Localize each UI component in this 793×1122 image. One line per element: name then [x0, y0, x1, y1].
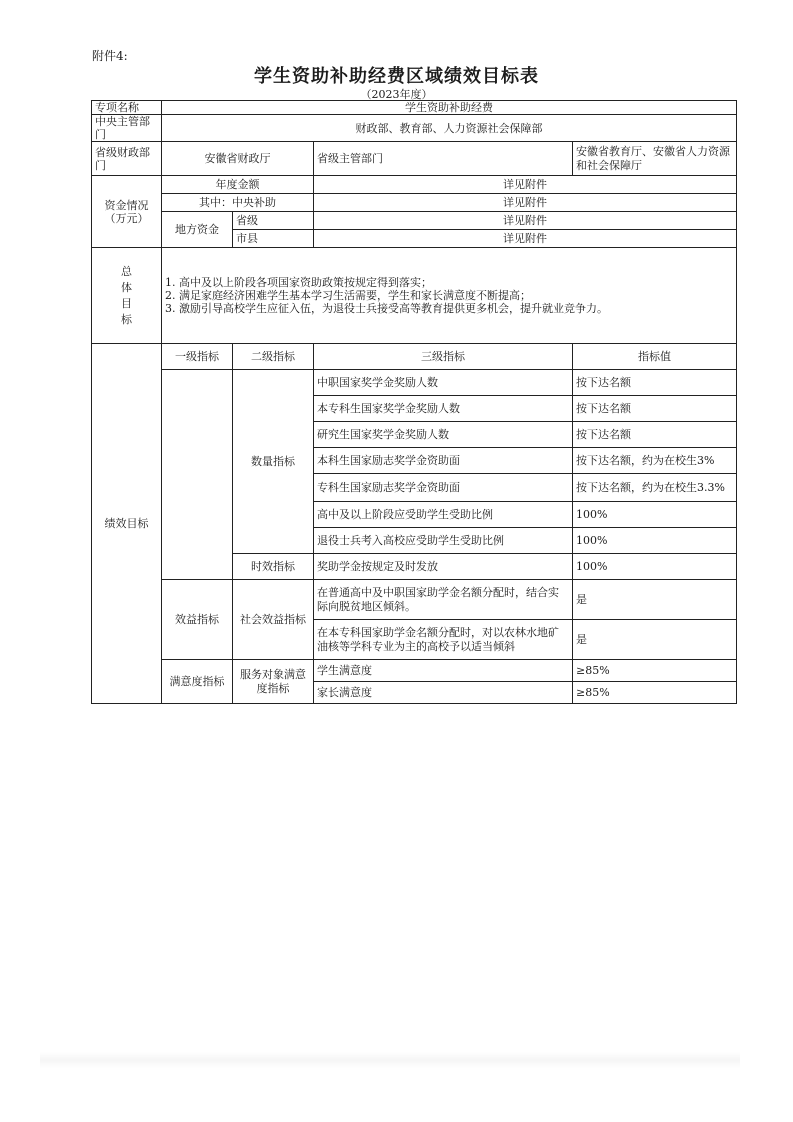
annual-amount-label: 年度金额	[162, 176, 314, 194]
provincial-label: 省级	[233, 212, 314, 230]
prov-dept-value: 安徽省教育厅、安徽省人力资源和社会保障厅	[573, 142, 737, 176]
prov-finance-label: 省级财政部门	[92, 142, 162, 176]
col-header-level1: 一级指标	[162, 344, 233, 370]
indicator-value: 按下达名额，约为在校生3%	[573, 448, 737, 474]
goal-item: 3. 激励引导高校学生应征入伍，为退役士兵接受高等教育提供更多机会，提升就业竞争力。	[165, 302, 608, 315]
indicator-value: 按下达名额	[573, 370, 737, 396]
indicator-value: 按下达名额	[573, 422, 737, 448]
indicator-value: ≥85%	[573, 682, 737, 704]
page-subtitle: （2023年度）	[360, 88, 433, 101]
overall-goal-label	[92, 248, 162, 344]
service-satisfaction-indicator-group: 服务对象满意度指标	[233, 660, 314, 704]
indicator-value: 100%	[573, 554, 737, 580]
annual-amount-value: 详见附件	[314, 176, 737, 194]
indicator-value: 按下达名额	[573, 396, 737, 422]
indicator-cell: 高中及以上阶段应受助学生受助比例	[314, 502, 573, 528]
indicator-cell: 本科生国家励志奖学金资助面	[314, 448, 573, 474]
scan-shadow	[40, 1052, 740, 1068]
local-funds-label: 地方资金	[162, 212, 233, 248]
performance-target-table	[91, 100, 737, 704]
satisfaction-indicator-group: 满意度指标	[162, 660, 233, 704]
performance-label: 绩效目标	[92, 344, 162, 704]
col-header-value: 指标值	[573, 344, 737, 370]
prov-dept-label: 省级主管部门	[314, 142, 573, 176]
social-benefit-indicator-group: 社会效益指标	[233, 580, 314, 660]
central-dept-value: 财政部、教育部、人力资源社会保障部	[162, 115, 737, 142]
central-dept-label: 中央主管部门	[92, 115, 162, 142]
project-label: 专项名称	[92, 101, 162, 115]
funds-label	[92, 176, 162, 248]
indicator-value: 100%	[573, 528, 737, 554]
col-header-level2: 二级指标	[233, 344, 314, 370]
indicator-cell: 专科生国家励志奖学金资助面	[314, 474, 573, 502]
project-value: 学生资助补助经费	[162, 101, 737, 115]
indicator-cell: 家长满意度	[314, 682, 573, 704]
quantity-indicator-group: 数量指标	[233, 370, 314, 554]
indicator-value: 是	[573, 580, 737, 620]
indicator-cell: 退役士兵考入高校应受助学生受助比例	[314, 528, 573, 554]
indicator-cell: 中职国家奖学金奖励人数	[314, 370, 573, 396]
city-value: 详见附件	[314, 230, 737, 248]
indicator-value: 按下达名额，约为在校生3.3%	[573, 474, 737, 502]
overall-goal-char: 总	[121, 264, 132, 278]
page-title: 学生资助补助经费区域绩效目标表	[254, 66, 539, 87]
goal-item: 2. 满足家庭经济困难学生基本学习生活需要，学生和家长满意度不断提高；	[165, 289, 531, 302]
indicator-cell: 本专科生国家奖学金奖励人数	[314, 396, 573, 422]
overall-goal-char: 体	[121, 280, 132, 294]
overall-goal-char: 标	[121, 312, 132, 326]
benefit-indicator-group: 效益指标	[162, 580, 233, 660]
indicator-cell: 学生满意度	[314, 660, 573, 682]
indicator-cell: 奖助学金按规定及时发放	[314, 554, 573, 580]
indicator-value: ≥85%	[573, 660, 737, 682]
goal-item: 1. 高中及以上阶段各项国家资助政策按规定得到落实；	[165, 276, 432, 289]
indicator-cell: 在本专科国家助学金名额分配时，对以农林水地矿油核等学科专业为主的高校予以适当倾斜	[314, 620, 573, 660]
indicator-value: 100%	[573, 502, 737, 528]
central-subsidy-label: 其中：中央补助	[162, 194, 314, 212]
indicator-cell: 在普通高中及中职国家助学金名额分配时，结合实际向脱贫地区倾斜。	[314, 580, 573, 620]
central-subsidy-value: 详见附件	[314, 194, 737, 212]
overall-goal-content	[162, 248, 737, 344]
provincial-value: 详见附件	[314, 212, 737, 230]
city-label: 市县	[233, 230, 314, 248]
funds-label-line1: 资金情况	[104, 198, 149, 212]
indicator-cell: 研究生国家奖学金奖励人数	[314, 422, 573, 448]
attachment-label: 附件4:	[92, 49, 128, 63]
col-header-level3: 三级指标	[314, 344, 573, 370]
indicator-value: 是	[573, 620, 737, 660]
prov-finance-value: 安徽省财政厅	[162, 142, 314, 176]
timeliness-indicator-group: 时效指标	[233, 554, 314, 580]
level1-output-cell	[162, 370, 233, 580]
funds-label-line2: （万元）	[104, 211, 149, 225]
overall-goal-char: 目	[121, 296, 132, 310]
